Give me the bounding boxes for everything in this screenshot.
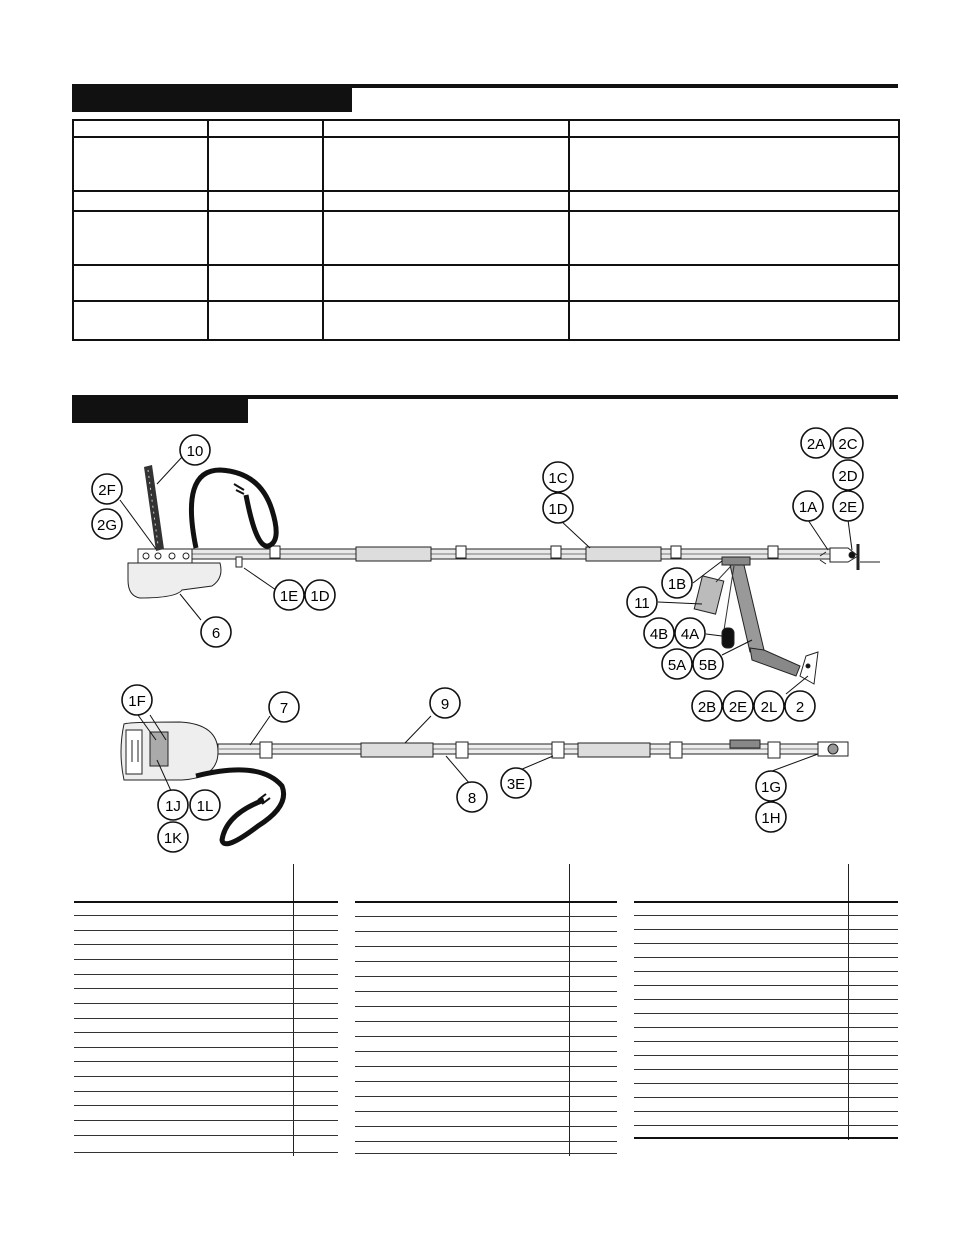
svg-text:1J: 1J xyxy=(165,798,181,815)
callout-2 xyxy=(785,691,815,721)
svg-text:3E: 3E xyxy=(506,776,526,793)
motor-unit-lower xyxy=(121,722,218,780)
svg-text:10: 10 xyxy=(186,443,204,460)
specifications-table xyxy=(72,119,900,341)
table-row xyxy=(73,120,899,137)
callout-2G xyxy=(92,509,122,539)
callout-2D xyxy=(833,460,863,490)
svg-text:1L: 1L xyxy=(196,798,214,815)
parts-list-column-1 xyxy=(74,864,338,1156)
callout-1L xyxy=(190,790,220,820)
callout-2F xyxy=(92,474,122,504)
table-row xyxy=(73,301,899,340)
svg-text:2B: 2B xyxy=(697,699,717,716)
svg-text:1K: 1K xyxy=(163,830,183,847)
section-tab-middle xyxy=(72,395,248,423)
svg-text:2E: 2E xyxy=(728,699,748,716)
callout-4B xyxy=(644,618,674,648)
callout-1K xyxy=(158,822,188,852)
lower-rail xyxy=(218,740,848,758)
svg-text:5B: 5B xyxy=(698,657,718,674)
callout-11 xyxy=(627,587,657,617)
svg-text:1D: 1D xyxy=(548,501,568,518)
svg-text:2A: 2A xyxy=(806,436,826,453)
callout-1J xyxy=(158,790,188,820)
callout-5A xyxy=(662,649,692,679)
table-row xyxy=(73,137,899,191)
callout-1F xyxy=(122,685,152,715)
svg-text:2L: 2L xyxy=(760,699,778,716)
callout-1D-upper-left xyxy=(305,580,335,610)
svg-text:2G: 2G xyxy=(96,517,118,534)
svg-text:1E: 1E xyxy=(279,588,299,605)
callout-10 xyxy=(180,435,210,465)
callout-2B xyxy=(692,691,722,721)
power-cord-upper xyxy=(191,470,276,548)
callout-8 xyxy=(457,782,487,812)
svg-text:2: 2 xyxy=(795,699,805,716)
callout-2A xyxy=(801,428,831,458)
svg-text:1H: 1H xyxy=(761,810,781,827)
chain-strip xyxy=(144,465,164,551)
parts-diagram xyxy=(0,425,954,865)
svg-text:11: 11 xyxy=(634,595,650,612)
svg-text:1A: 1A xyxy=(798,499,818,516)
svg-text:2D: 2D xyxy=(838,468,858,485)
callout-2E-lower xyxy=(723,691,753,721)
svg-text:1G: 1G xyxy=(760,779,782,796)
svg-text:1B: 1B xyxy=(667,576,687,593)
parts-list-column-3 xyxy=(634,864,898,1140)
svg-text:1C: 1C xyxy=(548,470,568,487)
svg-text:4B: 4B xyxy=(649,626,669,643)
svg-text:8: 8 xyxy=(467,790,477,807)
svg-text:9: 9 xyxy=(440,696,450,713)
callout-1G xyxy=(756,771,786,801)
callout-6 xyxy=(201,617,231,647)
svg-text:2E: 2E xyxy=(838,499,858,516)
svg-text:2F: 2F xyxy=(98,482,116,499)
callout-7 xyxy=(269,692,299,722)
callout-1E xyxy=(274,580,304,610)
table-row xyxy=(73,265,899,301)
callout-1D-upper-mid xyxy=(543,493,573,523)
callout-2L xyxy=(754,691,784,721)
callout-4A xyxy=(675,618,705,648)
callout-1H xyxy=(756,802,786,832)
section-tab-top xyxy=(72,84,352,112)
svg-text:6: 6 xyxy=(211,625,221,642)
callout-9 xyxy=(430,688,460,718)
callout-1B xyxy=(662,568,692,598)
svg-text:4A: 4A xyxy=(680,626,700,643)
table-row xyxy=(73,211,899,265)
callout-2C xyxy=(833,428,863,458)
svg-text:1F: 1F xyxy=(128,693,146,710)
callout-1C xyxy=(543,462,573,492)
table-row xyxy=(73,191,899,211)
callout-5B xyxy=(693,649,723,679)
callout-3E xyxy=(501,768,531,798)
callout-2E-upper xyxy=(833,491,863,521)
callout-1A xyxy=(793,491,823,521)
svg-text:1D: 1D xyxy=(310,588,330,605)
parts-list-column-2 xyxy=(355,864,617,1156)
svg-text:2C: 2C xyxy=(838,436,858,453)
svg-text:5A: 5A xyxy=(667,657,687,674)
svg-text:7: 7 xyxy=(279,700,289,717)
